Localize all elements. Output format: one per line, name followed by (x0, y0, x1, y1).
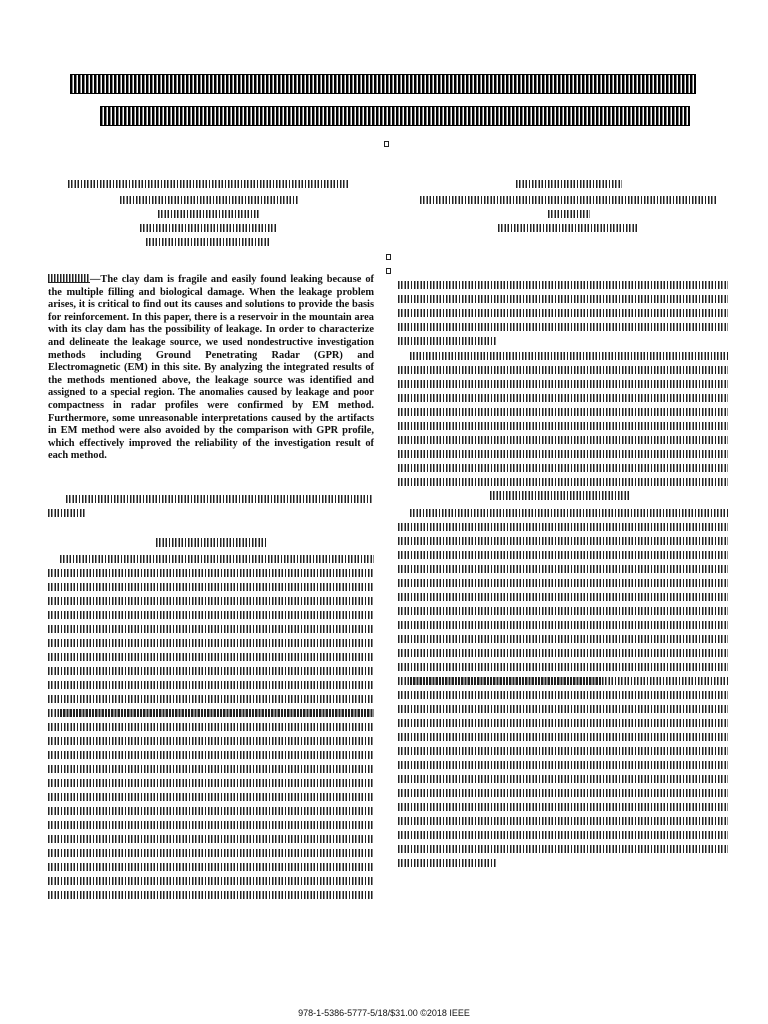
garbled-text-line (48, 611, 374, 619)
garbled-text-line (398, 663, 728, 671)
garbled-text-line (48, 583, 374, 591)
garbled-text-line (48, 891, 374, 899)
title-marker (384, 141, 389, 147)
garbled-text-line (398, 761, 728, 769)
garbled-text-line (60, 709, 374, 717)
author-names-left (68, 180, 348, 188)
author-affiliation-left-2 (158, 210, 260, 218)
abstract (48, 274, 374, 463)
garbled-text-line (398, 593, 728, 601)
garbled-text-line (398, 621, 728, 629)
garbled-text-line (398, 565, 728, 573)
column-marker-1 (386, 254, 391, 260)
garbled-text-line (398, 551, 728, 559)
garbled-text-line (48, 849, 374, 857)
garbled-text-line (48, 779, 374, 787)
index-terms-line-2 (48, 509, 86, 517)
garbled-text-line (60, 555, 374, 563)
garbled-text-line (48, 653, 374, 661)
garbled-text-line (398, 337, 497, 345)
garbled-text-line (410, 509, 728, 517)
author-affiliation-right-3 (498, 224, 638, 232)
garbled-text-line (398, 281, 728, 289)
abstract-text: —The clay dam is fragile and easily found leaking because of the multiple filling and biological damage. When the leakage problem arises, it is critical to find out its causes and solutions to provide the basis for reinforcement. In this paper, there is a reservoir in the mountain area with its clay dam has the possibility of leakage. In order to characterize and delineate the leakage source, we used nondestructive investigation methods including Ground Penetrating Radar (GPR) and Electromagnetic (EM) in this site. By analyzing the integrated results of the methods mentioned above, the leakage source was identified and assigned to a special region. The anomalies caused by leakage and poor compactness in radar profiles were confirmed by EM method. Furthermore, some unreasonable interpretations caused by the artifacts in EM method were also avoided by the comparison with GPR profile, which effectively improved the reliability of the investigation result of each method. (48, 274, 374, 462)
garbled-text-line (48, 765, 374, 773)
title-line-2 (100, 106, 690, 126)
index-terms-line-1 (66, 495, 372, 503)
author-affiliation-left-4 (146, 238, 270, 246)
garbled-text-line (398, 747, 728, 755)
garbled-text-line (48, 751, 374, 759)
garbled-text-line (48, 863, 374, 871)
copyright-footer: 978-1-5386-5777-5/18/$31.00 ©2018 IEEE (298, 1008, 470, 1018)
title-line-1 (70, 74, 696, 94)
garbled-text-line (398, 831, 728, 839)
garbled-text-line (48, 639, 374, 647)
garbled-text-line (398, 478, 728, 486)
section-1-heading (156, 538, 268, 547)
garbled-text-line (398, 845, 728, 853)
garbled-text-line (398, 635, 728, 643)
garbled-text-line (410, 677, 728, 685)
garbled-text-line (48, 835, 374, 843)
author-affiliation-left-1 (120, 196, 298, 204)
garbled-text-line (48, 695, 374, 703)
garbled-text-line (398, 579, 728, 587)
garbled-text-line (398, 803, 728, 811)
author-affiliation-left-3 (140, 224, 276, 232)
garbled-text-line (48, 723, 374, 731)
garbled-text-line (398, 394, 728, 402)
garbled-text-line (398, 450, 728, 458)
garbled-text-line (398, 733, 728, 741)
garbled-text-line (398, 436, 728, 444)
garbled-text-line (48, 737, 374, 745)
garbled-text-line (398, 408, 728, 416)
garbled-text-line (48, 821, 374, 829)
garbled-text-line (398, 422, 728, 430)
garbled-text-line (398, 537, 728, 545)
garbled-text-line (410, 352, 728, 360)
garbled-text-line (48, 681, 374, 689)
garbled-text-line (48, 667, 374, 675)
garbled-text-line (398, 649, 728, 657)
garbled-text-line (48, 597, 374, 605)
garbled-text-line (398, 366, 728, 374)
garbled-text-line (48, 569, 374, 577)
garbled-text-line (398, 464, 728, 472)
garbled-text-line (48, 807, 374, 815)
author-affiliation-right-2 (548, 210, 590, 218)
garbled-text-line (398, 309, 728, 317)
garbled-text-line (398, 789, 728, 797)
garbled-text-line (48, 877, 374, 885)
garbled-text-line (398, 817, 728, 825)
garbled-text-line (398, 705, 728, 713)
garbled-text-line (398, 523, 728, 531)
garbled-text-line (398, 719, 728, 727)
garbled-text-line (48, 793, 374, 801)
garbled-text-line (398, 323, 728, 331)
section-2-heading (490, 491, 630, 500)
abstract-heading (48, 274, 90, 283)
author-names-right (516, 180, 622, 188)
garbled-text-line (398, 859, 497, 867)
garbled-text-line (398, 691, 728, 699)
garbled-text-line (398, 295, 728, 303)
author-affiliation-right-1 (420, 196, 716, 204)
garbled-text-line (398, 607, 728, 615)
garbled-text-line (398, 775, 728, 783)
garbled-text-line (398, 380, 728, 388)
column-marker-2 (386, 268, 391, 274)
garbled-text-line (48, 625, 374, 633)
